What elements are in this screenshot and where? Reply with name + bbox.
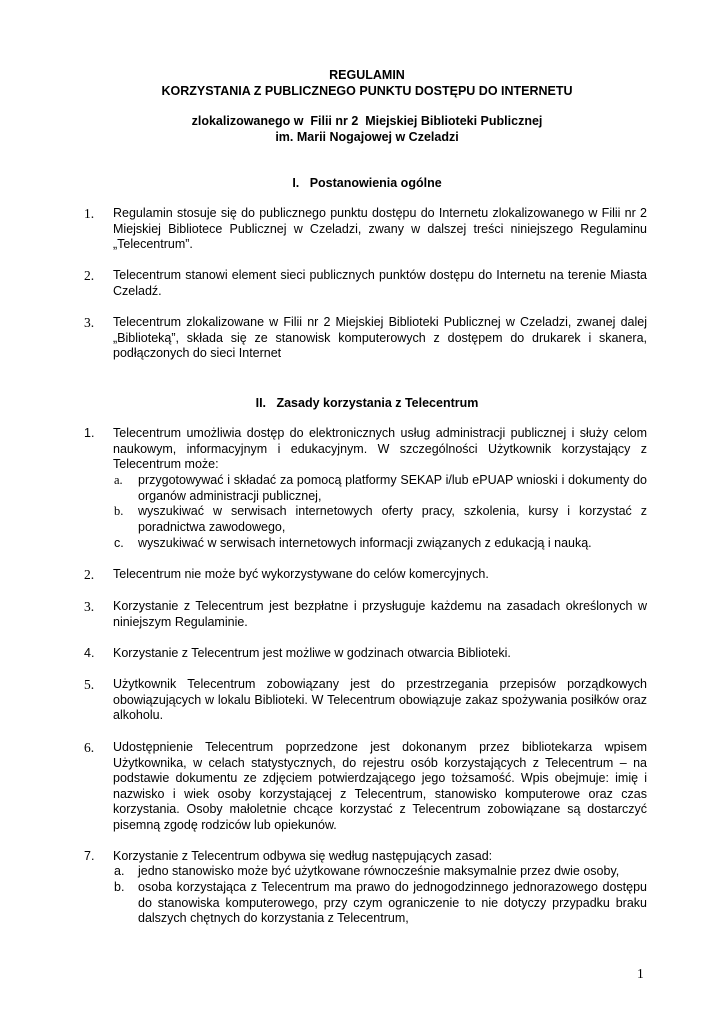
list-item: Użytkownik Telecentrum zobowiązany jest do przestrzegania przepisów porządkowych obowiązujących w lokalu Biblioteki. W Telecentrum obowiązuje zakaz spożywania posiłków oraz alkoholu.	[113, 677, 647, 723]
list-item: Udostępnienie Telecentrum poprzedzone jest dokonanym przez bibliotekarza wpisem Użytkownika, w celach statystycznych, do rejestru osób korzystających z Telecentrum – na podstawie dokumentu ze zdjęciem potwierdzającego jego tożsamość. Wpis obejmuje: imię i nazwisko i wiek osoby korzystającej z Telecentrum, stanowisko komputerowe oraz czas korzystania. Osoby małoletnie chcące korzystać z Telecentrum zobowiązane są dostarczyć pisemną zgodę rodziców lub opiekunów.	[113, 740, 647, 832]
title-line-1: REGULAMIN	[329, 68, 405, 82]
item-number: 1.	[84, 206, 95, 221]
section-1-heading: I. Postanowienia ogólne	[292, 176, 442, 190]
subtitle-line-2: im. Marii Nogajowej w Czeladzi	[275, 130, 459, 144]
sub-item-letter: c.	[114, 536, 124, 550]
sub-item-letter: a.	[114, 864, 125, 878]
page-number: 1	[637, 966, 644, 981]
list-item: Telecentrum nie może być wykorzystywane do celów komercyjnych.	[113, 567, 489, 581]
list-item: Telecentrum zlokalizowane w Filii nr 2 Miejskiej Biblioteki Publicznej w Czeladzi, zwanej dalej „Biblioteką”, składa się ze stanowisk komputerowych z dostępem do drukarek i skanera, podłączonych do sieci Internet	[113, 315, 647, 361]
title-line-2: KORZYSTANIA Z PUBLICZNEGO PUNKTU DOSTĘPU DO INTERNETU	[161, 84, 573, 98]
list-item: Korzystanie z Telecentrum jest możliwe w godzinach otwarcia Biblioteki.	[113, 646, 511, 660]
sub-item: osoba korzystająca z Telecentrum ma prawo do jednogodzinnego jednorazowego dostępu do stanowiska komputerowego, przy czym ograniczenie to nie dotyczy przypadku braku dalszych chętnych do korzystania z Telecentrum,	[138, 880, 647, 926]
document-subtitle	[80, 113, 654, 145]
item-number: 1.	[84, 426, 95, 440]
sub-item: jedno stanowisko może być użytkowane równocześnie maksymalnie przez dwie osoby,	[138, 864, 620, 878]
item-number: 5.	[84, 677, 95, 692]
subtitle-line-1: zlokalizowanego w Filii nr 2 Miejskiej Biblioteki Publicznej	[191, 114, 543, 128]
item-number: 2.	[84, 567, 95, 582]
item-number: 3.	[84, 315, 95, 330]
item-number: 2.	[84, 268, 95, 283]
item-number: 3.	[84, 599, 95, 614]
document-title	[80, 67, 654, 99]
list-item: Korzystanie z Telecentrum jest bezpłatne i przysługuje każdemu na zasadach określonych w niniejszym Regulaminie.	[113, 599, 647, 629]
list-item: Telecentrum umożliwia dostęp do elektronicznych usług administracji publicznej i służy celom naukowym, informacyjnym i edukacyjnym. W szczególności Użytkownik korzystający z Telecentrum może:	[113, 426, 647, 472]
list-item: Regulamin stosuje się do publicznego punktu dostępu do Internetu zlokalizowanego w Filii nr 2 Miejskiej Bibliotece Publicznej w Czeladzi, zwany w dalszej treści niniejszego Regulaminu „Telecentrum”.	[113, 206, 647, 252]
sub-item-letter: b.	[114, 880, 125, 894]
item-number: 6.	[84, 740, 95, 755]
item-number: 7.	[84, 849, 95, 863]
sub-item-letter: b.	[114, 504, 124, 518]
sub-item-letter: a.	[114, 473, 123, 487]
list-item: Telecentrum stanowi element sieci publicznych punktów dostępu do Internetu na terenie Miasta Czeladź.	[113, 268, 647, 298]
sub-item: wyszukiwać w serwisach internetowych oferty pracy, szkolenia, kursy i korzystać z poradnictwa zawodowego,	[138, 504, 647, 534]
sub-item: wyszukiwać w serwisach internetowych informacji związanych z edukacją i nauką.	[138, 536, 592, 550]
list-item: Korzystanie z Telecentrum odbywa się według następujących zasad:	[113, 849, 493, 863]
section-2-heading: II. Zasady korzystania z Telecentrum	[255, 396, 479, 410]
item-number: 4.	[84, 646, 95, 660]
sub-item: przygotowywać i składać za pomocą platformy SEKAP i/lub ePUAP wnioski i dokumenty do organów administracji publicznej,	[138, 473, 647, 503]
